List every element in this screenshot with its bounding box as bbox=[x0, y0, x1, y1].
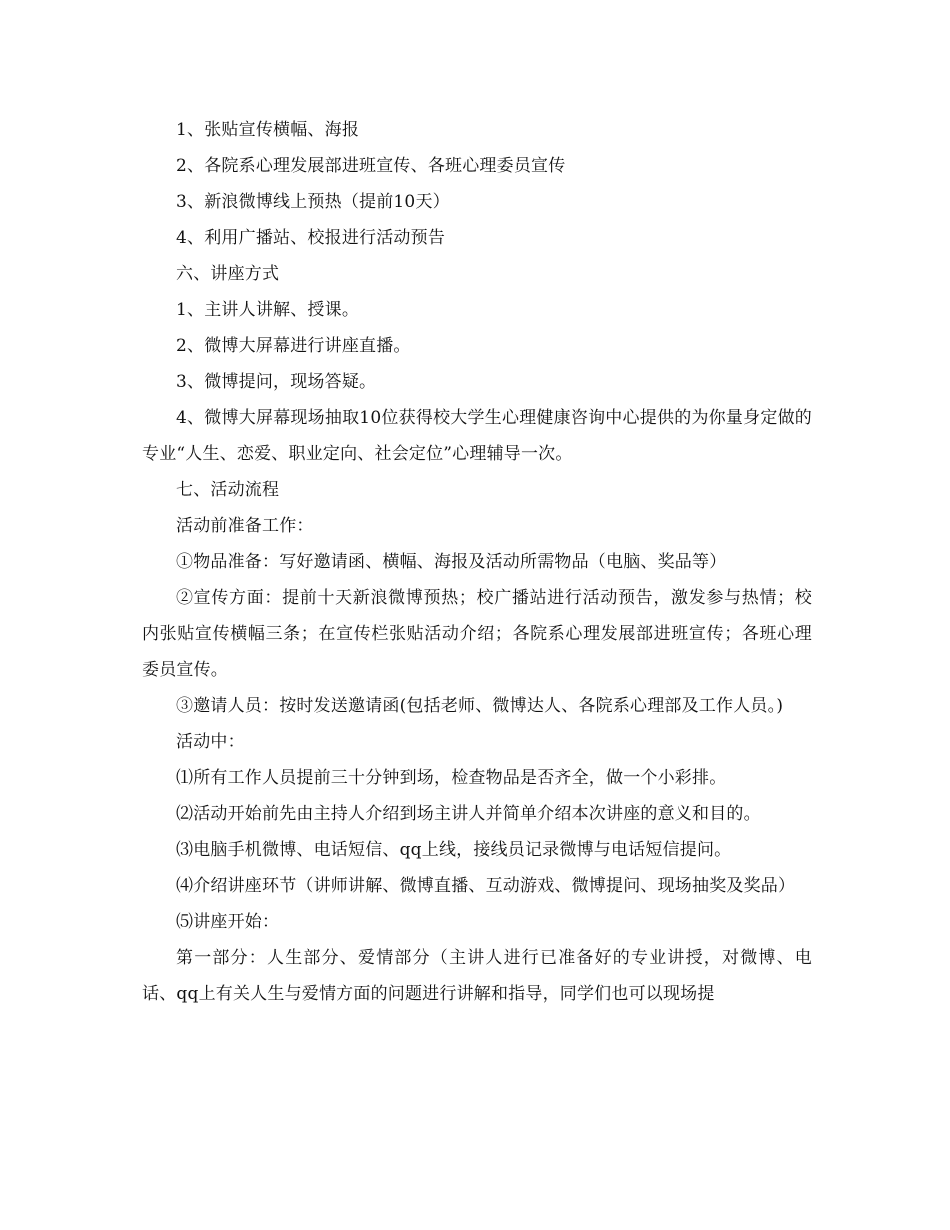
section-heading-activity-flow: 七、活动流程 bbox=[176, 480, 280, 500]
paragraph-promo-1: 1、张贴宣传横幅、海报 bbox=[176, 120, 360, 140]
paragraph-format-3: 3、微博提问，现场答疑。 bbox=[176, 372, 377, 392]
paragraph-prep-items: ①物品准备：写好邀请函、横幅、海报及活动所需物品（电脑、奖品等） bbox=[176, 552, 727, 572]
paragraph-promo-3: 3、新浪微博线上预热（提前10天） bbox=[176, 192, 450, 212]
paragraph-during-1: ⑴所有工作人员提前三十分钟到场，检查物品是否齐全，做一个小彩排。 bbox=[176, 768, 727, 788]
section-heading-lecture-format: 六、讲座方式 bbox=[176, 264, 280, 284]
subheading-preparation: 活动前准备工作： bbox=[176, 516, 314, 536]
document-body bbox=[142, 112, 812, 1012]
subheading-during-activity: 活动中： bbox=[176, 732, 245, 752]
paragraph-during-2: ⑵活动开始前先由主持人介绍到场主讲人并简单介绍本次讲座的意义和目的。 bbox=[176, 804, 761, 824]
paragraph-prep-invitations: ③邀请人员：按时发送邀请函(包括老师、微博达人、各院系心理部及工作人员。) bbox=[176, 696, 784, 716]
paragraph-prep-publicity: ②宣传方面：提前十天新浪微博预热；校广播站进行活动预告，激发参与热情；校内张贴宣传横幅三条；在宣传栏张贴活动介绍；各院系心理发展部进班宣传；各班心理委员宣传。 bbox=[142, 588, 812, 680]
paragraph-promo-4: 4、利用广播站、校报进行活动预告 bbox=[176, 228, 446, 248]
paragraph-during-5: ⑸讲座开始： bbox=[176, 912, 280, 932]
paragraph-during-4: ⑷介绍讲座环节（讲师讲解、微博直播、互动游戏、微博提问、现场抽奖及奖品） bbox=[176, 876, 796, 896]
paragraph-format-4: 4、微博大屏幕现场抽取10位获得校大学生心理健康咨询中心提供的为你量身定做的专业“人生、恋爱、职业定向、社会定位”心理辅导一次。 bbox=[142, 408, 812, 464]
paragraph-promo-2: 2、各院系心理发展部进班宣传、各班心理委员宣传 bbox=[176, 156, 566, 176]
paragraph-format-2: 2、微博大屏幕进行讲座直播。 bbox=[176, 336, 411, 356]
paragraph-format-1: 1、主讲人讲解、授课。 bbox=[176, 300, 360, 320]
paragraph-during-3: ⑶电脑手机微博、电话短信、qq上线，接线员记录微博与电话短信提问。 bbox=[176, 840, 732, 860]
paragraph-part-one: 第一部分：人生部分、爱情部分（主讲人进行已准备好的专业讲授，对微博、电话、qq上有关人生与爱情方面的问题进行讲解和指导，同学们也可以现场提 bbox=[142, 948, 812, 1004]
